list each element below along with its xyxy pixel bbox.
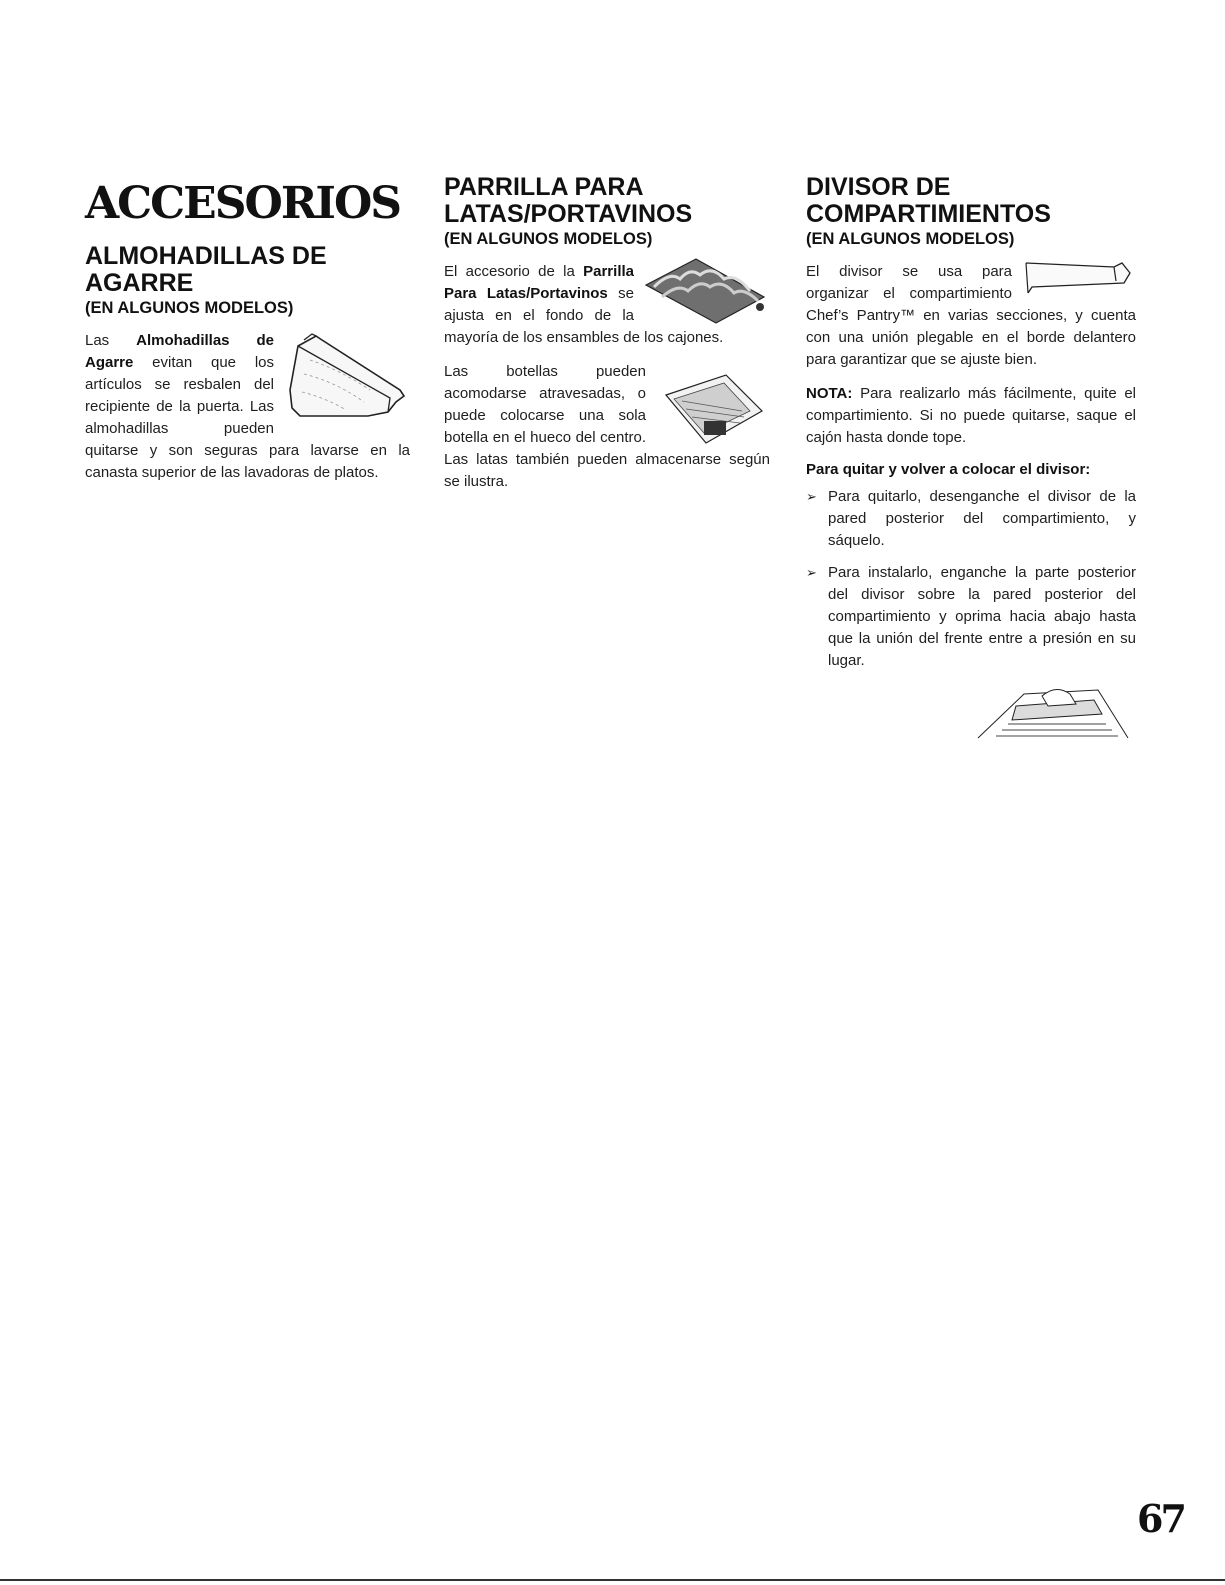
divider-illustration bbox=[1018, 259, 1136, 299]
can-rack-bottle-illustration bbox=[652, 371, 770, 449]
can-rack-heading: PARRILLA PARA LATAS/PORTAVINOS bbox=[444, 173, 693, 228]
note-label: NOTA: bbox=[806, 385, 853, 402]
grip-pads-section bbox=[85, 243, 410, 484]
can-rack-paragraph-1: El accesorio de la Parrilla Para Latas/Portavinos se ajusta en el fondo de la mayoría de los ensambles de los cajones. bbox=[444, 261, 770, 349]
bottom-rule bbox=[0, 1579, 1225, 1581]
can-rack-illustration bbox=[640, 257, 770, 325]
page-number: 67 bbox=[1137, 1496, 1184, 1541]
divider-steps-heading: Para quitar y volver a colocar el divisor: bbox=[806, 461, 1091, 478]
can-rack-subheading: (EN ALGUNOS MODELOS) bbox=[444, 230, 653, 248]
can-rack-paragraph-2: Las botellas pueden acomodarse atravesadas, o puede colocarse una sola botella en el hueco del centro. Las latas también pueden almacenarse según se ilustra. bbox=[444, 363, 770, 490]
divider-paragraph: El divisor se usa para organizar el compartimiento Chef’s Pantry™ en varias secciones, y cuenta con una unión plegable en el borde delantero para garantizar que se ajuste bien. bbox=[806, 261, 1136, 371]
divider-heading: DIVISOR DE COMPARTIMIENTOS bbox=[806, 173, 1051, 228]
divider-steps-list bbox=[806, 486, 1136, 672]
divider-install-illustration bbox=[972, 682, 1132, 740]
arrowhead-bullet-icon: ➢ bbox=[806, 565, 817, 580]
can-rack-section bbox=[444, 174, 770, 493]
list-item: ➢ Para quitarlo, desenganche el divisor de la pared posterior del compartimiento, y sáquelo. bbox=[806, 488, 1136, 549]
grip-pads-heading: ALMOHADILLAS DE AGARRE bbox=[85, 242, 327, 297]
arrowhead-bullet-icon: ➢ bbox=[806, 489, 817, 504]
page-title: ACCESORIOS bbox=[85, 178, 401, 229]
grip-pads-paragraph: Las Almohadillas de Agarre evitan que los artículos se resbalen del recipiente de la puerta. Las almohadillas pueden quitarse y son seguras para lavarse en la canasta superior de las lavadoras de platos. bbox=[85, 332, 410, 481]
divider-subheading: (EN ALGUNOS MODELOS) bbox=[806, 230, 1015, 248]
list-item: ➢ Para instalarlo, enganche la parte posterior del divisor sobre la pared posterior del compartimiento y oprima hacia abajo hasta que la unión del frente entre a presión en su lugar. bbox=[806, 564, 1136, 669]
divider-section bbox=[806, 174, 1136, 682]
divider-note: NOTA: Para realizarlo más fácilmente, quite el compartimiento. Si no puede quitarse, saque el cajón hasta donde tope. bbox=[806, 385, 1136, 446]
grip-pad-illustration bbox=[280, 330, 410, 420]
grip-pads-subheading: (EN ALGUNOS MODELOS) bbox=[85, 299, 294, 317]
